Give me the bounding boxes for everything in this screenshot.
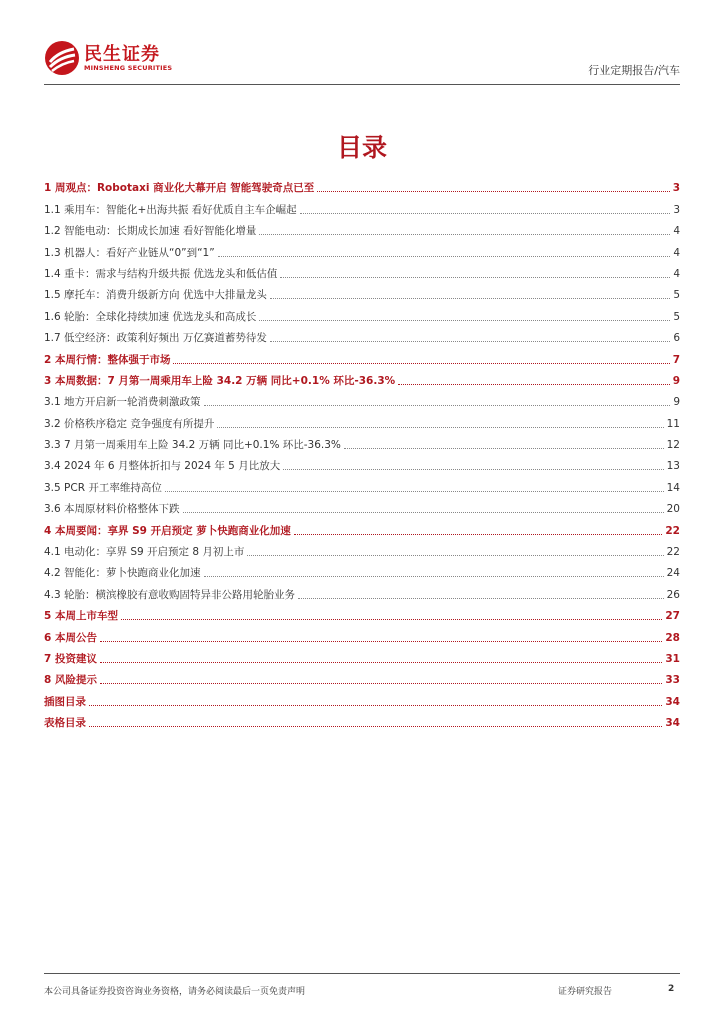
toc-subsection-link[interactable] <box>44 195 680 216</box>
toc-section-link[interactable] <box>44 516 680 537</box>
toc-entry-text: 3.2 价格秩序稳定 竞争强度有所提升 <box>44 417 215 430</box>
toc-leader-dots <box>89 726 662 727</box>
toc-leader-dots <box>270 341 670 342</box>
toc-leader-dots <box>298 598 664 599</box>
toc-entry-text: 6 本周公告 <box>44 631 97 644</box>
toc-page-number: 5 <box>673 289 680 302</box>
toc-leader-dots <box>259 234 670 235</box>
toc-page-number: 4 <box>673 225 680 238</box>
toc-subsection-link[interactable] <box>44 260 680 281</box>
toc-entry-text: 7 投资建议 <box>44 652 97 665</box>
toc-page-number: 4 <box>673 246 680 259</box>
toc-subsection-link[interactable] <box>44 409 680 430</box>
toc-page-number: 33 <box>665 674 680 687</box>
toc-entry-text: 3.1 地方开启新一轮消费刺激政策 <box>44 396 201 409</box>
toc-subsection-link[interactable] <box>44 580 680 601</box>
toc-page-number: 34 <box>665 717 680 730</box>
toc-page-number: 27 <box>665 610 680 623</box>
toc-subsection-link[interactable] <box>44 495 680 516</box>
toc-entry-text: 3.4 2024 年 6 月整体折扣与 2024 年 5 月比放大 <box>44 460 281 473</box>
toc-entry-text: 1.7 低空经济：政策利好频出 万亿赛道蓄势待发 <box>44 332 267 345</box>
toc-leader-dots <box>283 469 663 470</box>
toc-page-number: 11 <box>666 417 680 430</box>
toc-entry-text: 4 本周要闻：享界 S9 开启预定 萝卜快跑商业化加速 <box>44 524 291 537</box>
toc-subsection-link[interactable] <box>44 538 680 559</box>
toc-entry-text: 3.6 本周原材料价格整体下跌 <box>44 503 180 516</box>
toc-section-link[interactable] <box>44 174 680 195</box>
toc-entry-text: 3 本周数据：7 月第一周乘用车上险 34.2 万辆 同比+0.1% 环比-36.3% <box>44 374 396 387</box>
toc-page-number: 31 <box>665 652 680 665</box>
company-logo <box>44 38 184 78</box>
footer-disclaimer: 本公司具备证券投资咨询业务资格，请务必阅读最后一页免责声明 <box>44 987 306 997</box>
logo-chinese-name: 民生证券 <box>84 44 160 65</box>
toc-leader-dots <box>165 491 664 492</box>
toc-entry-text: 1.2 智能电动：长期成长加速 看好智能化增量 <box>44 225 257 238</box>
toc-entry-text: 4.1 电动化：享界 S9 开启预定 8 月初上市 <box>44 546 245 559</box>
toc-page-number: 20 <box>666 503 680 516</box>
toc-entry-text: 2 本周行情：整体强于市场 <box>44 353 171 366</box>
toc-entry-text: 表格目录 <box>44 717 86 730</box>
toc-page-number: 9 <box>672 374 680 387</box>
report-type: 行业定期报告/汽车 <box>588 64 680 77</box>
toc-section-link[interactable] <box>44 687 680 708</box>
toc-page-number: 24 <box>666 567 680 580</box>
toc-leader-dots <box>121 619 662 620</box>
toc-leader-dots <box>89 705 662 706</box>
toc-subsection-link[interactable] <box>44 431 680 452</box>
page-number: 2 <box>668 984 675 994</box>
toc-leader-dots <box>300 213 671 214</box>
toc-subsection-link[interactable] <box>44 559 680 580</box>
toc-subsection-link[interactable] <box>44 473 680 494</box>
toc-entry-text: 3.3 7 月第一周乘用车上险 34.2 万辆 同比+0.1% 环比-36.3% <box>44 439 341 452</box>
toc-section-link[interactable] <box>44 709 680 730</box>
toc-leader-dots <box>218 256 671 257</box>
toc-page-number: 7 <box>672 353 680 366</box>
toc-entry-text: 1.1 乘用车：智能化+出海共振 看好优质自主车企崛起 <box>44 203 297 216</box>
toc-page-number: 34 <box>665 695 680 708</box>
toc-entry-text: 8 风险提示 <box>44 674 97 687</box>
toc-page-number: 12 <box>666 439 680 452</box>
toc-page-number: 22 <box>666 546 680 559</box>
toc-leader-dots <box>183 512 664 513</box>
toc-entry-text: 1.5 摩托车：消费升级新方向 优选中大排量龙头 <box>44 289 267 302</box>
toc-subsection-link[interactable] <box>44 324 680 345</box>
toc-entry-text: 1 周观点：Robotaxi 商业化大幕开启 智能驾驶奇点已至 <box>44 182 315 195</box>
toc-leader-dots <box>204 405 671 406</box>
page-header <box>44 38 680 84</box>
table-of-contents <box>44 174 680 730</box>
toc-entry-text: 3.5 PCR 开工率维持高位 <box>44 481 162 494</box>
toc-page-number: 28 <box>665 631 680 644</box>
toc-page-number: 6 <box>673 332 680 345</box>
toc-subsection-link[interactable] <box>44 217 680 238</box>
toc-leader-dots <box>280 277 670 278</box>
toc-entry-text: 1.6 轮胎：全球化持续加速 优选龙头和高成长 <box>44 310 257 323</box>
toc-leader-dots <box>247 555 663 556</box>
toc-leader-dots <box>100 641 662 642</box>
footer-divider <box>44 973 680 974</box>
toc-page-number: 14 <box>666 481 680 494</box>
toc-page-number: 13 <box>666 460 680 473</box>
toc-entry-text: 1.3 机器人：看好产业链从“0”到“1” <box>44 246 215 259</box>
toc-leader-dots <box>398 384 670 385</box>
toc-page-number: 4 <box>673 267 680 280</box>
toc-entry-text: 4.3 轮胎：横滨橡胶有意收购固特异非公路用轮胎业务 <box>44 588 296 601</box>
header-divider <box>44 84 680 85</box>
toc-page-number: 3 <box>672 182 680 195</box>
toc-page-number: 3 <box>673 203 680 216</box>
toc-entry-text: 4.2 智能化：萝卜快跑商业化加速 <box>44 567 201 580</box>
toc-leader-dots <box>317 191 669 192</box>
footer-report-label: 证券研究报告 <box>558 987 613 997</box>
toc-section-link[interactable] <box>44 345 680 366</box>
toc-leader-dots <box>100 683 662 684</box>
toc-leader-dots <box>217 427 663 428</box>
toc-subsection-link[interactable] <box>44 388 680 409</box>
logo-english-name: MINSHENG SECURITIES <box>84 64 173 72</box>
toc-leader-dots <box>294 534 663 535</box>
toc-subsection-link[interactable] <box>44 281 680 302</box>
toc-page-number: 22 <box>665 524 680 537</box>
toc-section-link[interactable] <box>44 666 680 687</box>
toc-page-number: 9 <box>673 396 680 409</box>
toc-section-link[interactable] <box>44 367 680 388</box>
toc-subsection-link[interactable] <box>44 238 680 259</box>
toc-subsection-link[interactable] <box>44 452 680 473</box>
toc-subsection-link[interactable] <box>44 302 680 323</box>
toc-page-number: 26 <box>666 588 680 601</box>
toc-entry-text: 插图目录 <box>44 695 86 708</box>
minsheng-logo-icon <box>44 40 80 76</box>
toc-title: 目录 <box>336 133 387 162</box>
toc-page-number: 5 <box>673 310 680 323</box>
toc-leader-dots <box>270 298 670 299</box>
toc-section-link[interactable] <box>44 645 680 666</box>
toc-leader-dots <box>259 320 670 321</box>
toc-entry-text: 1.4 重卡：需求与结构升级共振 优选龙头和低估值 <box>44 267 278 280</box>
toc-section-link[interactable] <box>44 602 680 623</box>
toc-leader-dots <box>204 576 664 577</box>
toc-leader-dots <box>344 448 664 449</box>
toc-leader-dots <box>173 363 669 364</box>
toc-section-link[interactable] <box>44 623 680 644</box>
toc-entry-text: 5 本周上市车型 <box>44 610 118 623</box>
toc-leader-dots <box>100 662 662 663</box>
